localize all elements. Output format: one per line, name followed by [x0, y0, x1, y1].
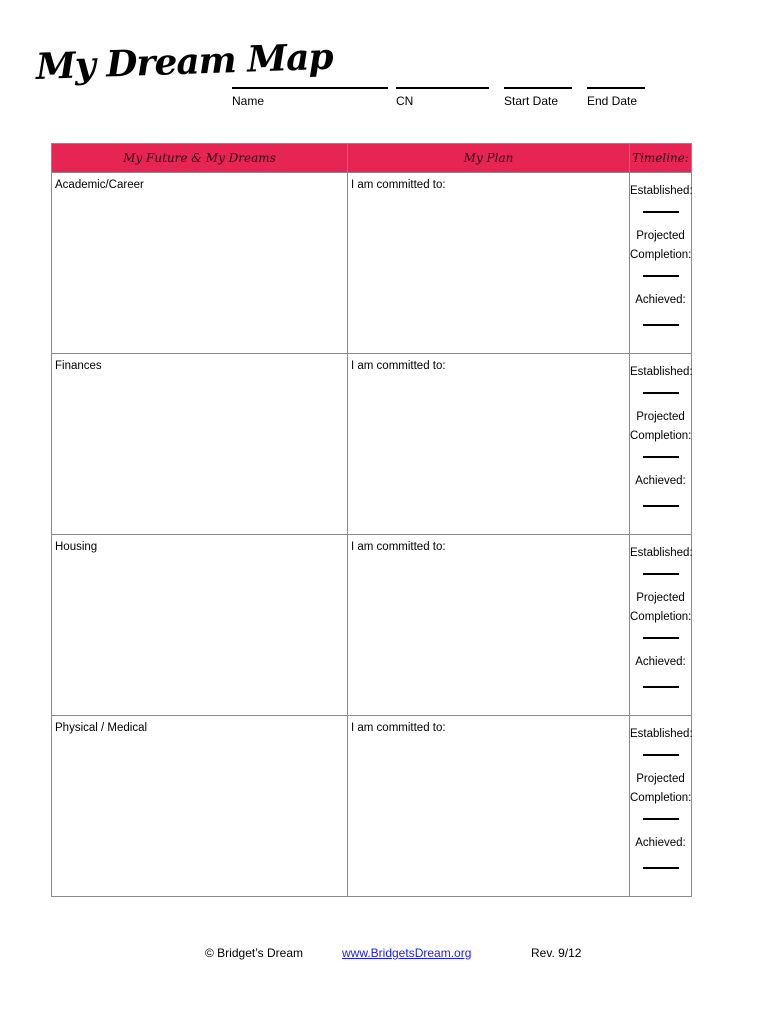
timeline-cell — [630, 716, 692, 897]
projected-label: Projected — [636, 230, 685, 242]
dream-map-table — [51, 143, 692, 897]
achieved-blank[interactable] — [643, 867, 679, 869]
table-row — [52, 173, 692, 354]
established-blank[interactable] — [643, 211, 679, 213]
achieved-blank[interactable] — [643, 505, 679, 507]
plan-cell[interactable] — [348, 716, 630, 897]
category-label: Academic/Career — [55, 179, 144, 191]
established-blank[interactable] — [643, 573, 679, 575]
completion-blank[interactable] — [643, 818, 679, 820]
cn-label: CN — [396, 94, 414, 108]
achieved-blank[interactable] — [643, 324, 679, 326]
end-date-label: End Date — [587, 94, 638, 108]
website-link[interactable]: www.BridgetsDream.org — [342, 946, 472, 960]
completion-label: Completion: — [630, 430, 692, 442]
established-blank[interactable] — [643, 754, 679, 756]
name-line — [232, 87, 388, 89]
committed-label: I am committed to: — [351, 722, 446, 734]
category-label: Housing — [55, 541, 98, 553]
timeline-cell — [630, 354, 692, 535]
completion-label: Completion: — [630, 249, 692, 261]
established-label: Established: — [630, 366, 693, 378]
start-date-label: Start Date — [504, 94, 559, 108]
page-title: My Dream Map — [35, 35, 334, 88]
achieved-label: Achieved: — [635, 294, 686, 306]
dream-cell[interactable] — [52, 716, 348, 897]
end-date-line — [587, 87, 645, 89]
table-row — [52, 535, 692, 716]
established-blank[interactable] — [643, 392, 679, 394]
table-row — [52, 716, 692, 897]
end-date-field[interactable] — [587, 82, 645, 112]
completion-label: Completion: — [630, 611, 692, 623]
projected-label: Projected — [636, 773, 685, 785]
header-timeline: Timeline: — [630, 144, 692, 173]
committed-label: I am committed to: — [351, 360, 446, 372]
timeline-cell — [630, 173, 692, 354]
table-row — [52, 354, 692, 535]
dream-cell[interactable] — [52, 354, 348, 535]
table-header-row — [52, 144, 692, 173]
header-future-dreams: My Future & My Dreams — [52, 144, 348, 173]
established-label: Established: — [630, 547, 693, 559]
completion-blank[interactable] — [643, 637, 679, 639]
established-label: Established: — [630, 728, 693, 740]
timeline-cell — [630, 535, 692, 716]
cn-field[interactable] — [396, 82, 489, 112]
established-label: Established: — [630, 185, 693, 197]
plan-cell[interactable] — [348, 535, 630, 716]
dream-cell[interactable] — [52, 173, 348, 354]
start-date-line — [504, 87, 572, 89]
achieved-label: Achieved: — [635, 837, 686, 849]
dream-cell[interactable] — [52, 535, 348, 716]
achieved-label: Achieved: — [635, 656, 686, 668]
cn-line — [396, 87, 489, 89]
projected-label: Projected — [636, 411, 685, 423]
copyright-text: © Bridget’s Dream — [205, 946, 303, 960]
completion-blank[interactable] — [643, 275, 679, 277]
revision-text: Rev. 9/12 — [531, 946, 582, 960]
completion-blank[interactable] — [643, 456, 679, 458]
committed-label: I am committed to: — [351, 179, 446, 191]
committed-label: I am committed to: — [351, 541, 446, 553]
start-date-field[interactable] — [504, 82, 572, 112]
name-field[interactable] — [232, 82, 388, 112]
plan-cell[interactable] — [348, 173, 630, 354]
achieved-blank[interactable] — [643, 686, 679, 688]
plan-cell[interactable] — [348, 354, 630, 535]
completion-label: Completion: — [630, 792, 692, 804]
category-label: Finances — [55, 360, 102, 372]
category-label: Physical / Medical — [55, 722, 148, 734]
header-my-plan: My Plan — [348, 144, 630, 173]
achieved-label: Achieved: — [635, 475, 686, 487]
projected-label: Projected — [636, 592, 685, 604]
name-label: Name — [232, 94, 265, 108]
